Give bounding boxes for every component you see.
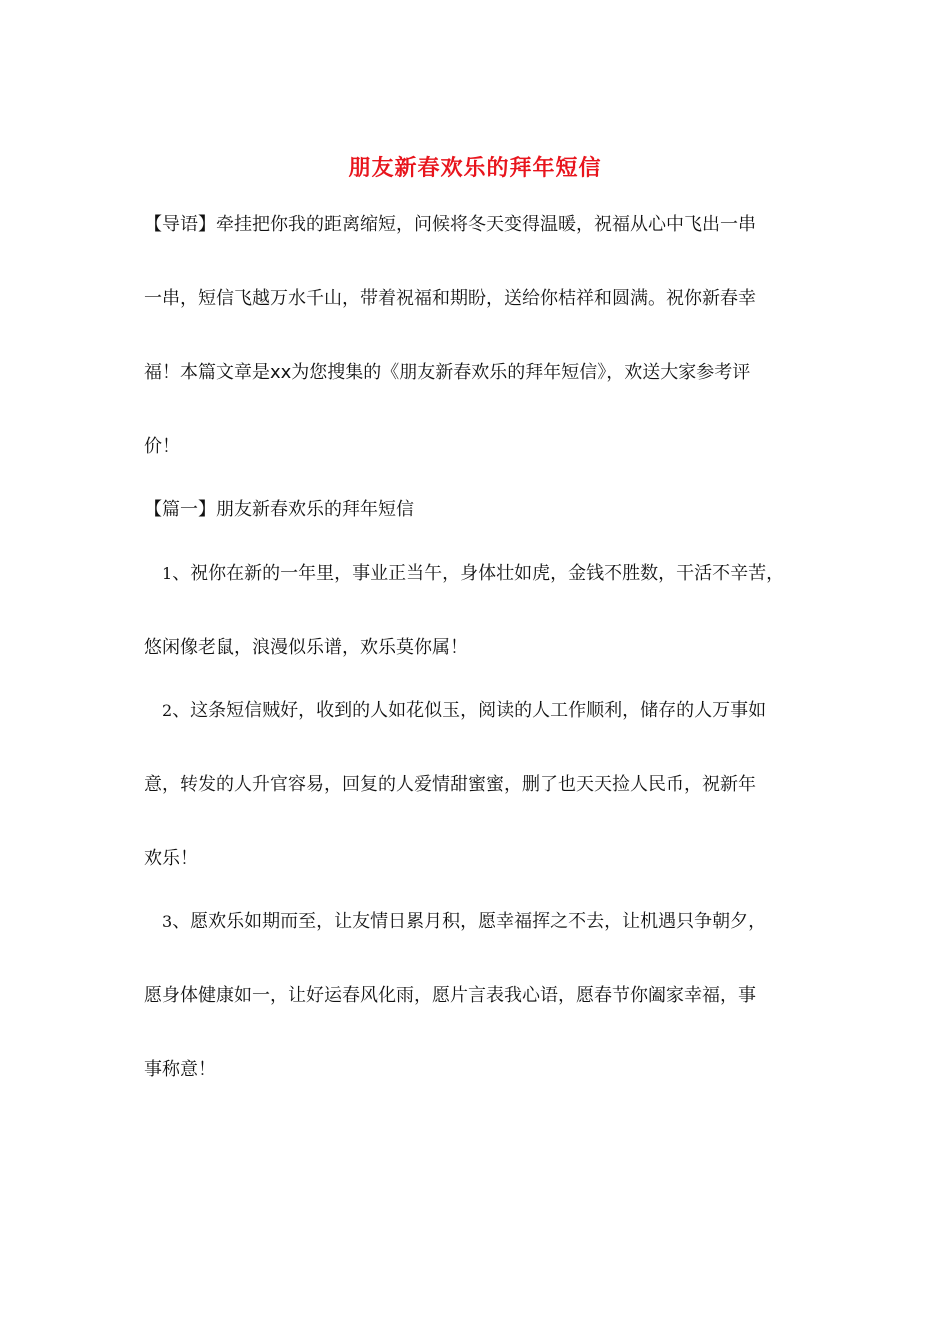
intro-line-4: 价！ bbox=[144, 436, 180, 457]
item-3-line-1 bbox=[162, 907, 822, 937]
item-3-text-1: 、愿欢乐如期而至，让友情日累月积，愿幸福挥之不去，让机遇只争朝夕， bbox=[172, 911, 767, 932]
item-3-number: 3 bbox=[162, 912, 173, 931]
item-2-line-3: 欢乐！ bbox=[144, 848, 198, 869]
item-1-text-1: 、祝你在新的一年里，事业正当午，身体壮如虎，金钱不胜数，干活不辛苦， bbox=[172, 563, 785, 584]
document-title: 朋友新春欢乐的拜年短信 bbox=[348, 155, 602, 181]
item-1-line-2: 悠闲像老鼠，浪漫似乐谱，欢乐莫你属！ bbox=[144, 637, 468, 658]
item-2-text-1: 、这条短信贼好，收到的人如花似玉，阅读的人工作顺利，储存的人万事如 bbox=[172, 700, 767, 721]
item-2-line-1 bbox=[162, 696, 822, 726]
section-heading: 【篇一】朋友新春欢乐的拜年短信 bbox=[144, 499, 414, 520]
intro-line-2: 一串，短信飞越万水千山，带着祝福和期盼，送给你桔祥和圆满。祝你新春幸 bbox=[144, 288, 756, 309]
intro-line-1: 【导语】牵挂把你我的距离缩短，问候将冬天变得温暖，祝福从心中飞出一串 bbox=[144, 214, 756, 235]
item-3-line-2: 愿身体健康如一，让好运春风化雨，愿片言表我心语，愿春节你阖家幸福，事 bbox=[144, 985, 756, 1006]
item-2-line-2: 意，转发的人升官容易，回复的人爱情甜蜜蜜，删了也天天捡人民币，祝新年 bbox=[144, 774, 756, 795]
item-3-line-3: 事称意！ bbox=[144, 1059, 216, 1080]
item-1-line-1 bbox=[162, 559, 822, 589]
item-1-number: 1 bbox=[162, 564, 173, 583]
item-2-number: 2 bbox=[162, 701, 173, 720]
intro-line-3: 福！本篇文章是xx为您搜集的《朋友新春欢乐的拜年短信》，欢送大家参考评 bbox=[144, 362, 751, 383]
